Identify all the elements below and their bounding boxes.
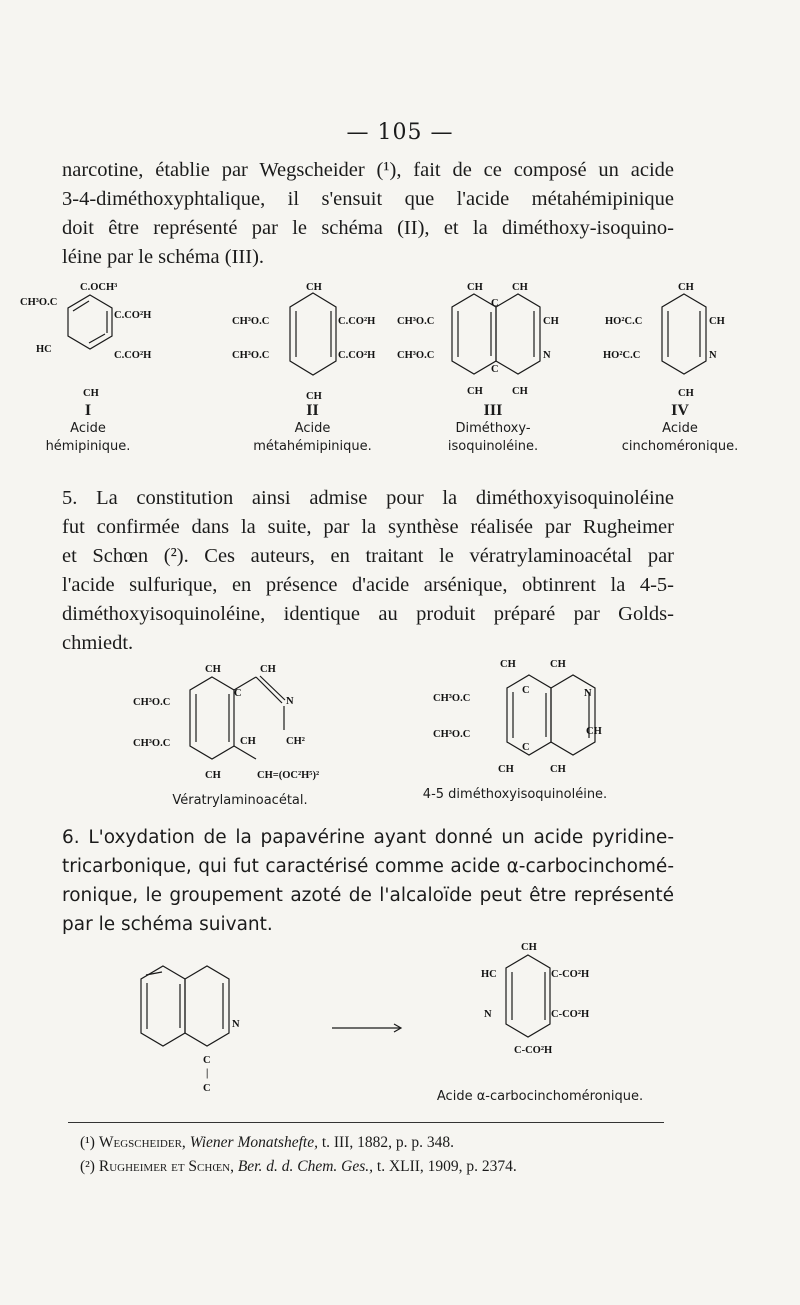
atom-label: CH — [500, 659, 516, 670]
caption-line: isoquinoléine. — [447, 439, 539, 454]
atom-label: N — [286, 696, 294, 707]
footnote-author: Rugheimer et Schœn, — [98, 1158, 234, 1175]
atom-label: CH — [678, 388, 694, 399]
roman-numeral: IV — [671, 402, 689, 419]
atom-label: CH² — [286, 736, 305, 747]
page-number: — 105 — — [346, 120, 454, 145]
caption-veratrylaminoacetal: Vératrylaminoacétal. — [172, 793, 308, 808]
atom-label: C-CO²H — [551, 1009, 590, 1020]
atom-label: CH=(OC²H⁵)² — [257, 770, 320, 781]
atom-label: CH — [543, 316, 559, 327]
footnote-mark: (¹) — [80, 1134, 95, 1151]
atom-label: HC — [481, 969, 497, 980]
atom-label: N — [484, 1009, 492, 1020]
text-line: narcotine, établie par Wegscheider (¹), fait de ce composé un acide — [62, 159, 674, 181]
atom-label: CH — [467, 386, 483, 397]
caption-line: Diméthoxy- — [455, 421, 531, 436]
footnote-journal: Wiener Monatshefte, — [189, 1134, 318, 1151]
atom-label: C.CO²H — [114, 310, 152, 321]
text-line: par le schéma suivant. — [62, 914, 273, 935]
atom-label: C.CO²H — [338, 316, 376, 327]
text-line: chmiedt. — [62, 632, 134, 654]
formula-isoquinoline-group — [141, 966, 240, 1094]
atom-label: C — [203, 1055, 211, 1066]
atom-label: HC — [36, 344, 52, 355]
caption-line: métahémipinique. — [253, 439, 372, 454]
atom-label: CH — [586, 726, 602, 737]
roman-numeral: III — [483, 402, 503, 419]
atom-label: CH — [550, 659, 566, 670]
roman-numeral: I — [84, 402, 92, 419]
atom-label: CH — [306, 282, 322, 293]
atom-label: C.OCH³ — [80, 282, 118, 293]
atom-label: | — [206, 1068, 209, 1079]
atom-label: CH³O.C — [232, 316, 270, 327]
atom-label: CH — [306, 391, 322, 402]
footnote-1 — [80, 1134, 454, 1152]
atom-label: C-CO²H — [514, 1045, 553, 1056]
caption-line: Acide — [70, 421, 106, 436]
atom-label: CH — [240, 736, 256, 747]
atom-label: CH³O.C — [133, 738, 171, 749]
atom-label: CH — [467, 282, 483, 293]
atom-label: CH — [512, 282, 528, 293]
atom-label: CH³O.C — [232, 350, 270, 361]
atom-label: CH — [678, 282, 694, 293]
atom-label: C — [234, 688, 242, 699]
text-line: tricarbonique, qui fut caractérisé comme acide α-carbocinchomé- — [62, 856, 674, 877]
atom-label: N — [543, 350, 551, 361]
caption-line: Acide — [662, 421, 698, 436]
bond-line — [141, 966, 185, 1046]
atom-label: C-CO²H — [551, 969, 590, 980]
atom-label: N — [709, 350, 717, 361]
atom-label: HO²C.C — [605, 316, 643, 327]
atom-label: C.CO²H — [114, 350, 152, 361]
atom-label: CH³O.C — [397, 350, 435, 361]
text-line: l'acide sulfurique, en présence d'acide arsénique, obtinrent la 4-5- — [62, 574, 674, 596]
atom-label: CH³O.C — [133, 697, 171, 708]
formula-carbocinchomeronic — [481, 942, 589, 1056]
atom-label: CH — [498, 764, 514, 775]
atom-label: C — [203, 1083, 211, 1094]
text-line: ronique, le groupement azoté de l'alcaloïde peut être représenté — [62, 885, 674, 906]
atom-label: CH — [260, 664, 276, 675]
text-line: 5. La constitution ainsi admise pour la diméthoxyisoquinoléine — [62, 487, 674, 509]
reaction-arrow — [332, 1024, 401, 1032]
atom-label: CH³O.C — [433, 729, 471, 740]
atom-label: C.CO²H — [338, 350, 376, 361]
atom-label: CH — [205, 664, 221, 675]
atom-label: C — [491, 364, 499, 375]
text-line: 3-4-diméthoxyphtalique, il s'ensuit que l'acide métahémipinique — [62, 188, 674, 210]
atom-label: HO²C.C — [603, 350, 641, 361]
bond-line — [146, 972, 162, 975]
atom-label: CH — [550, 764, 566, 775]
footnote-journal: Ber. d. d. Chem. Ges., — [237, 1158, 374, 1175]
text-line: 6. L'oxydation de la papavérine ayant donné un acide pyridine- — [62, 827, 674, 848]
atom-label: C — [522, 742, 530, 753]
text-line: diméthoxyisoquinoléine, identique au produit préparé par Golds- — [62, 603, 674, 625]
atom-label: CH — [83, 388, 99, 399]
footnote-2 — [80, 1158, 517, 1176]
footnote-mark: (²) — [80, 1158, 95, 1175]
atom-label: N — [584, 688, 592, 699]
roman-numeral: II — [306, 402, 319, 419]
text-line: doit être représenté par le schéma (II), et la diméthoxy-isoquino- — [62, 217, 674, 239]
atom-label: C — [491, 298, 499, 309]
footnote-ref: t. XLII, 1909, p. 2374. — [376, 1158, 517, 1175]
footnote-divider — [68, 1122, 664, 1123]
caption-carbocinchomeronic: Acide α-carbocinchoméronique. — [436, 1089, 644, 1104]
caption-line: Acide — [294, 421, 331, 436]
atom-label: CH³O.C — [397, 316, 435, 327]
atom-label: CH³O.C — [20, 297, 58, 308]
text-line: léine par le schéma (III). — [62, 246, 265, 268]
atom-label: CH — [521, 942, 537, 953]
text-line: et Schœn (²). Ces auteurs, en traitant le vératrylaminoacétal par — [62, 545, 674, 567]
atom-label: CH — [512, 386, 528, 397]
caption-line: cinchoméronique. — [621, 439, 739, 454]
atom-label: C — [522, 685, 530, 696]
footnote-ref: t. III, 1882, p. p. 348. — [321, 1134, 455, 1151]
footnote-author: Wegscheider, — [98, 1134, 186, 1151]
caption-dimethoxyisoquinoline: 4-5 diméthoxyisoquinoléine. — [422, 787, 608, 802]
text-line: fut confirmée dans la suite, par la synthèse réalisée par Rugheimer — [62, 516, 674, 538]
caption-line: hémipinique. — [45, 439, 131, 454]
atom-label: CH — [205, 770, 221, 781]
atom-label: N — [232, 1019, 240, 1030]
atom-label: CH³O.C — [433, 693, 471, 704]
atom-label: CH — [709, 316, 725, 327]
